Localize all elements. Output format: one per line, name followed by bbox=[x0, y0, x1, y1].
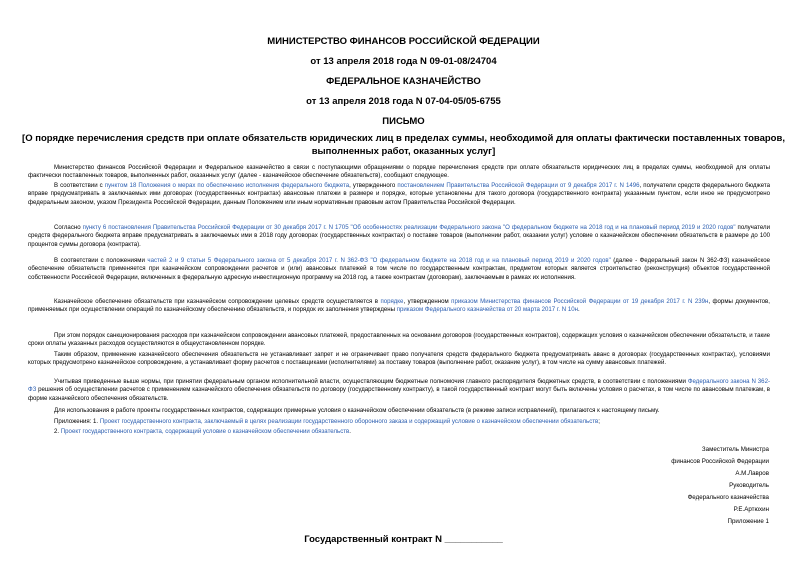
p8-text-a: Учитывая приведенные выше нормы, при принятии федеральным органом исполнительной власти, осуществляющим бюджетные полномочия главного распорядителя бюджетных средств, в соответствии с положениями bbox=[54, 378, 688, 385]
link-attachment-2[interactable]: Проект государственного контракта, содержащий условие о казначейском обеспечении обязательств bbox=[60, 428, 350, 435]
paragraph-4 bbox=[28, 257, 770, 282]
treasury-title: ФЕДЕРАЛЬНОЕ КАЗНАЧЕЙСТВО bbox=[326, 76, 481, 87]
p11-text-a: 2. bbox=[54, 428, 61, 435]
p10-text-a: Приложения: 1. bbox=[54, 418, 100, 425]
document-type: ПИСЬМО bbox=[382, 116, 425, 127]
signer-1-organization: финансов Российской Федерации bbox=[671, 458, 769, 465]
ministry-letter-date: от 13 апреля 2018 года N 09-01-08/24704 bbox=[310, 56, 497, 67]
appendix-label: Приложение 1 bbox=[727, 518, 769, 525]
paragraph-1: Министерство финансов Российской Федерации и Федеральное казначейство в связи с поступающими обращениями о порядке перечисления средств при оплате обязательств юридических лиц в пределах суммы, необходимой для оплаты фактически поставленных товаров, выполненных работ, оказанных услуг (далее - казначейское обеспечение обязательств), сообщают следующее. bbox=[28, 164, 770, 180]
p10-text-b: ; bbox=[598, 418, 600, 425]
link-regulation-item-18[interactable]: пунктом 18 Положения о мерах по обеспечению исполнения федерального бюджета bbox=[104, 182, 350, 189]
link-resolution-1705[interactable]: пункту 6 постановления Правительства Российской Федерации от 30 декабря 2017 г. N 1705 "Об особенностях реализации Федерального закона "О федеральном бюджете на 2018 год и на плановый период 2019 и 2020 годов" bbox=[82, 224, 736, 231]
ministry-title: МИНИСТЕРСТВО ФИНАНСОВ РОССИЙСКОЙ ФЕДЕРАЦИИ bbox=[267, 36, 540, 47]
link-resolution-1496[interactable]: постановлением Правительства Российской Федерации от 9 декабря 2017 г. N 1496 bbox=[397, 182, 640, 189]
letter-subject bbox=[20, 132, 787, 158]
paragraph-3 bbox=[28, 224, 770, 249]
p5-text-d: . bbox=[578, 306, 580, 314]
paragraph-5 bbox=[28, 298, 770, 315]
signer-1-position: Заместитель Министра bbox=[701, 446, 769, 453]
link-order-239n[interactable]: приказом Министерства финансов Российской Федерации от 19 декабря 2017 г. N 239н bbox=[451, 298, 709, 305]
link-attachment-1[interactable]: Проект государственного контракта, заключаемый в целях реализации государственного оборонного заказа и содержащий условие о казначейском обеспечении обязательств bbox=[99, 418, 599, 425]
paragraph-2 bbox=[28, 182, 770, 207]
paragraph-8 bbox=[28, 378, 770, 403]
p4-text-a: В соответствии с положениями bbox=[54, 257, 148, 264]
p4-text-b: (далее - Федеральный закон N 362-ФЗ) казначейское обеспечение обязательств применяется при казначейском сопровождении расчетов и (или) авансовых платежей в том числе по государственным контрактам, предметом которых является строительство (реконструкция) объектов государственной собственности Российской Федерации, включенных в федеральную адресную инвестиционную программу на 2018 год, а также контрактам (договорам), заключаемым в рамках их исполнения. bbox=[28, 257, 770, 281]
p5-text-b: , утвержденном bbox=[403, 298, 452, 305]
signer-2-organization: Федерального казначейства bbox=[687, 494, 769, 501]
signer-1-name: А.М.Лавров bbox=[735, 470, 769, 477]
signer-2-name: Р.Е.Артюхин bbox=[733, 506, 769, 513]
paragraph-6: При этом порядок санкционирования расходов при казначейском сопровождении авансовых платежей, предоставленных на основании договоров (государственных контрактов), содержащих условия о казначейском обеспечении обязательств, и такие сроки оплаты указанных расходов осуществляются в общеустановленном порядке. bbox=[28, 332, 770, 348]
p8-text-b: решения об осуществлении расчетов с применением казначейского обеспечения обязательств по договору (государственному контракту), в такой государственный контракт могут быть включены условия о расчетах, в том числе по авансовым платежам, в форме казначейского обеспечения обязательств. bbox=[28, 386, 770, 402]
contract-title: Государственный контракт N ___________ bbox=[304, 534, 503, 545]
p3-text-b: получатели средств федерального бюджета вправе предусматривать в заключаемых ими в 2018 году договорах (государственных контрактах) о поставке товаров (выполнении работ, оказании услуг) условие о казначейском обеспечении обязательств в размере до 100 процентов суммы договора (контракта). bbox=[28, 224, 770, 248]
attachment-2 bbox=[28, 428, 770, 436]
link-order-procedure[interactable]: порядке bbox=[380, 298, 404, 305]
p11-text-b: . bbox=[349, 428, 351, 435]
paragraph-7: Таким образом, применение казначейского обеспечения обязательств не устанавливает запрет и не ограничивает право получателя средств федерального бюджета предусматривать аванс в договорах (государственных контрактах), условиями которых предусмотрено казначейское сопровождение, а устанавливает форму расчетов с поставщиками (исполнителями) за поставку товаров (выполнение работ, оказание услуг), в том числе на сумму авансовых платежей. bbox=[28, 351, 770, 367]
signer-2-position: Руководитель bbox=[729, 482, 769, 489]
p2-text-c: , получатели средств федерального бюджета вправе предусматривать в заключаемых ими договорах (государственных контрактах) авансовые платежи в размере и порядке, которые установлены для такого договора (государственного контракта) указанным пунктом, если иное не предусмотрено федеральным законом, указом Президента Российской Федерации, данным Положением или иным нормативным правовым актом Правительства Российской Федерации. bbox=[28, 182, 770, 206]
link-federal-law-362[interactable]: частей 2 и 9 статьи 5 Федерального закона от 5 декабря 2017 г. N 362-ФЗ "О федеральном бюджете на 2018 год и на плановый период 2019 и 2020 годов" bbox=[147, 257, 611, 264]
subject-line-2: выполненных работ, оказанных услуг] bbox=[311, 146, 496, 157]
link-order-10n[interactable]: приказом Федерального казначейства от 20 марта 2017 г. N 10н bbox=[396, 306, 578, 314]
link-federal-law-362-short[interactable]: Федерального закона N 362-ФЗ bbox=[28, 378, 770, 394]
p2-text-b: , утвержденного bbox=[349, 182, 398, 189]
p3-text-a: Согласно bbox=[54, 224, 83, 231]
p2-text-a: В соответствии с bbox=[54, 182, 105, 189]
p5-text-c: , формы документов, применяемых при осуществлении операций по казначейскому обеспечению обязательств, и порядок их заполнения утверждены bbox=[28, 298, 770, 314]
treasury-letter-date: от 13 апреля 2018 года N 07-04-05/05-6755 bbox=[306, 96, 501, 107]
paragraph-9: Для использования в работе проекты государственных контрактов, содержащих примерные условия о казначейском обеспечении обязательств (в режиме записи исправлений), прилагаются к настоящему письму. bbox=[54, 407, 660, 414]
p5-text-a: Казначейское обеспечение обязательств при казначейском сопровождении целевых средств осуществляется в bbox=[54, 298, 381, 305]
attachment-1 bbox=[28, 418, 770, 426]
subject-line-1: [О порядке перечисления средств при оплате обязательств юридических лиц в пределах суммы, необходимой для оплаты фактически поставленных товаров, bbox=[22, 133, 785, 144]
